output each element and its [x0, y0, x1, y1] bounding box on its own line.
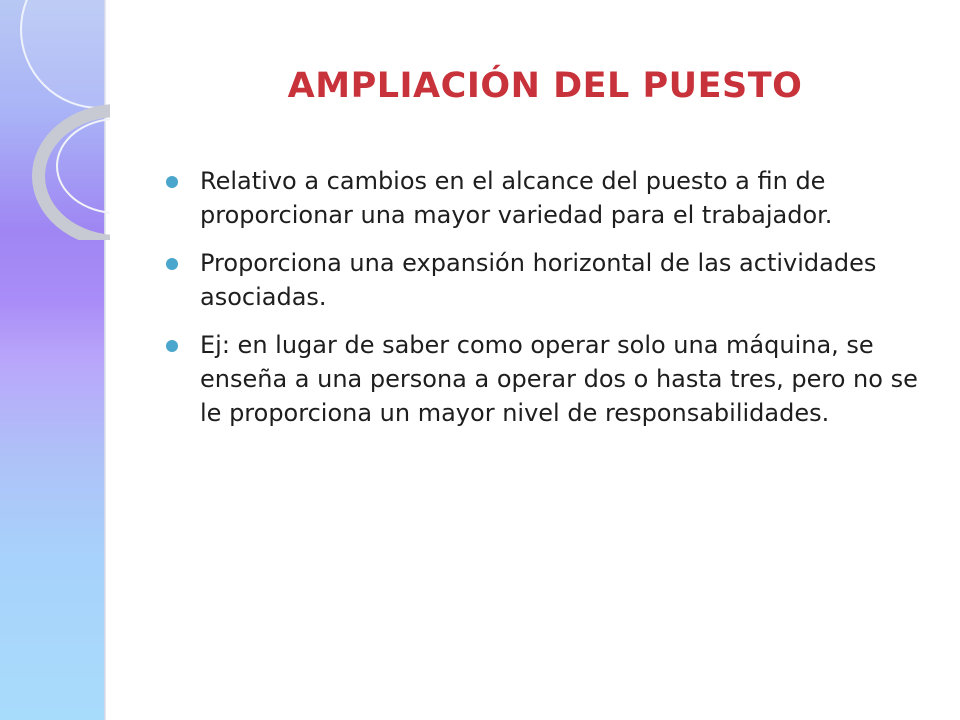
bullet-text: Ej: en lugar de saber como operar solo una máquina, se enseña a una persona a operar dos o hasta tres, pero no se le proporciona un mayor nivel de responsabilidades.: [200, 331, 918, 427]
ring-icon: [20, 0, 110, 109]
slide-title: AMPLIACIÓN DEL PUESTO: [287, 66, 803, 106]
list-item: [166, 246, 946, 314]
bullet-dot-icon: [166, 340, 178, 352]
list-item: [166, 164, 946, 232]
bullet-dot-icon: [166, 176, 178, 188]
bullet-text: Proporciona una expansión horizontal de las actividades asociadas.: [200, 249, 877, 311]
bullet-list: [166, 164, 946, 444]
bullet-text: Relativo a cambios en el alcance del puesto a fin de proporcionar una mayor variedad para el trabajador.: [200, 167, 833, 229]
decorative-rings: [0, 0, 110, 240]
list-item: [166, 328, 946, 430]
bullet-dot-icon: [166, 258, 178, 270]
